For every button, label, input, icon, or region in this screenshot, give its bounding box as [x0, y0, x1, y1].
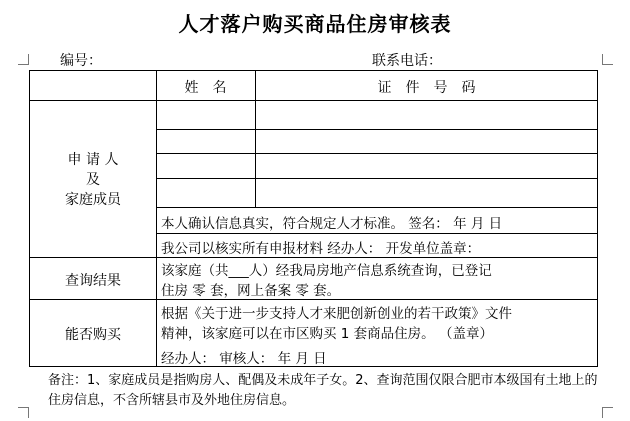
footnote: 备注：1、家庭成员是指购房人、配偶及未成年子女。2、查询范围仅限合肥市本级国有土地上的住房信息，不含所辖县市及外地住房信息。	[48, 373, 598, 408]
row-divider	[30, 299, 597, 300]
eligibility-line1: 根据《关于进一步支持人才来肥创新创业的若干政策》文件	[161, 306, 512, 322]
verify-statement: 我公司以核实所有申报材料 经办人： 开发单位盖章：	[161, 241, 481, 257]
section-eligibility-label: 能否购买	[65, 327, 121, 343]
header-id-number: 证 件 号 码	[377, 80, 476, 96]
contact-phone-label: 联系电话：	[372, 53, 442, 69]
query-result-line1: 该家庭（共___人）经我局房地产信息系统查询，已登记	[161, 263, 492, 279]
crop-mark-top-left	[18, 54, 29, 65]
row-divider	[156, 233, 597, 234]
confirm-statement: 本人确认信息真实，符合规定人才标准。 签名： 年 月 日	[161, 216, 503, 232]
row-divider	[156, 129, 597, 130]
header-name: 姓 名	[184, 80, 227, 96]
section-applicant-label-1: 申 请 人	[67, 152, 119, 168]
serial-number-label: 编号：	[60, 53, 102, 69]
row-divider	[156, 153, 597, 154]
row-divider	[30, 257, 597, 258]
query-result-line2: 住房 零 套，网上备案 零 套。	[161, 283, 341, 299]
section-applicant-label-3: 家庭成员	[65, 192, 121, 208]
crop-mark-bottom-right	[602, 407, 613, 418]
crop-mark-bottom-left	[18, 407, 29, 418]
section-query-label: 查询结果	[65, 273, 121, 289]
review-form-table	[29, 70, 598, 367]
section-applicant-label-2: 及	[86, 172, 100, 188]
crop-mark-top-right	[602, 54, 613, 65]
column-divider	[156, 71, 157, 366]
document-title: 人才落户购买商品住房审核表	[178, 12, 452, 36]
row-divider	[30, 100, 597, 101]
row-divider	[156, 178, 597, 179]
signature-line: 经办人： 审核人： 年 月 日	[161, 351, 327, 367]
row-divider	[156, 207, 597, 208]
eligibility-line2: 精神，该家庭可以在市区购买 1 套商品住房。 （盖章）	[161, 326, 493, 342]
